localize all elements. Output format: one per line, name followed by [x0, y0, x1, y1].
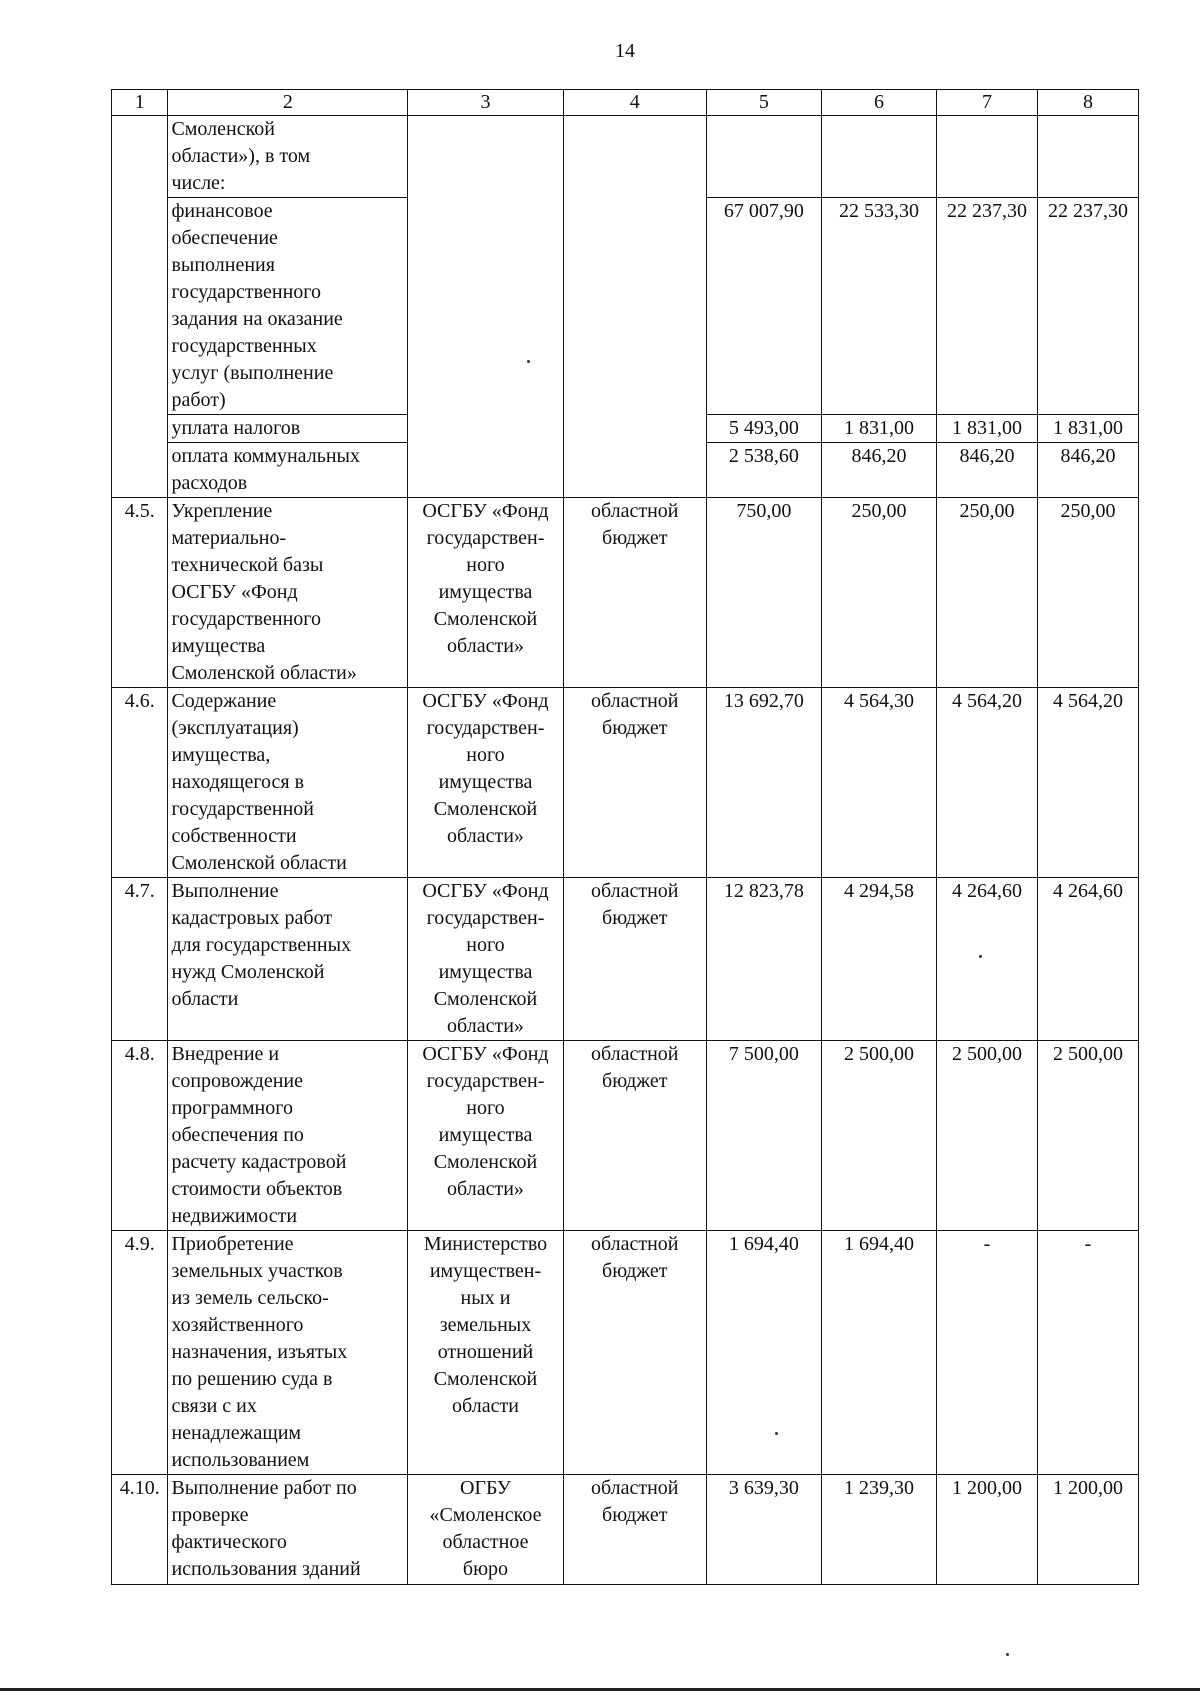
activity-name: Укрепление материально- технической базы ОСГБУ «Фонд государственного имущества Смоленской области»	[168, 498, 408, 688]
funding-source: областной бюджет	[563, 498, 706, 688]
value-total: 3 639,30	[706, 1475, 821, 1585]
executor: ОСГБУ «Фонд государствен- ного имущества Смоленской области»	[408, 878, 563, 1041]
page-bottom-edge	[0, 1688, 1200, 1691]
activity-index: 4.8.	[112, 1041, 168, 1231]
value-year-1: 2 500,00	[821, 1041, 936, 1231]
funding-source: областной бюджет	[563, 878, 706, 1041]
activity-name: Выполнение кадастровых работ для государственных нужд Смоленской области	[168, 878, 408, 1041]
table-row	[112, 1475, 1139, 1585]
funding-source: областной бюджет	[563, 1475, 706, 1585]
table-row	[112, 688, 1139, 878]
activity-name: Смоленской области»), в том числе:	[168, 116, 408, 198]
scan-speck	[775, 1432, 778, 1435]
activity-index: 4.7.	[112, 878, 168, 1041]
value-year-3: 1 831,00	[1037, 415, 1138, 443]
value-total: 750,00	[706, 498, 821, 688]
col-header-5: 5	[706, 90, 821, 116]
col-header-2: 2	[168, 90, 408, 116]
executor: ОСГБУ «Фонд государствен- ного имущества Смоленской области»	[408, 498, 563, 688]
table-row	[112, 116, 1139, 198]
index-cell	[112, 116, 168, 498]
value-total: 7 500,00	[706, 1041, 821, 1231]
col-header-3: 3	[408, 90, 563, 116]
activity-name: Выполнение работ по проверке фактического использования зданий	[168, 1475, 408, 1585]
value-year-2: -	[937, 1231, 1038, 1475]
funding-source: областной бюджет	[563, 1231, 706, 1475]
executor: ОСГБУ «Фонд государствен- ного имущества Смоленской области»	[408, 1041, 563, 1231]
value-year-2: 22 237,30	[937, 198, 1038, 415]
source-cell	[563, 116, 706, 498]
value-total: 5 493,00	[706, 415, 821, 443]
activity-index: 4.10.	[112, 1475, 168, 1585]
value-cell	[937, 116, 1038, 198]
activity-index: 4.5.	[112, 498, 168, 688]
scan-speck	[979, 955, 982, 958]
value-total: 67 007,90	[706, 198, 821, 415]
value-cell	[706, 116, 821, 198]
value-year-3: -	[1037, 1231, 1138, 1475]
value-year-1: 22 533,30	[821, 198, 936, 415]
activity-name: уплата налогов	[168, 415, 408, 443]
activity-name: Приобретение земельных участков из земель сельско- хозяйственного назначения, изъятых по решению суда в связи с их ненадлежащим использованием	[168, 1231, 408, 1475]
column-number-row	[112, 90, 1139, 116]
funding-source: областной бюджет	[563, 1041, 706, 1231]
activity-name: финансовое обеспечение выполнения государственного задания на оказание государственных услуг (выполнение работ)	[168, 198, 408, 415]
value-year-1: 4 294,58	[821, 878, 936, 1041]
value-cell	[1037, 116, 1138, 198]
table-row	[112, 498, 1139, 688]
value-cell	[821, 116, 936, 198]
value-year-1: 1 831,00	[821, 415, 936, 443]
value-year-2: 2 500,00	[937, 1041, 1038, 1231]
activity-index: 4.9.	[112, 1231, 168, 1475]
value-total: 1 694,40	[706, 1231, 821, 1475]
value-year-2: 1 200,00	[937, 1475, 1038, 1585]
value-year-1: 846,20	[821, 443, 936, 498]
value-year-3: 4 264,60	[1037, 878, 1138, 1041]
value-year-3: 2 500,00	[1037, 1041, 1138, 1231]
executor: Министерство имуществен- ных и земельных отношений Смоленской области	[408, 1231, 563, 1475]
scan-speck	[527, 360, 530, 363]
page-number: 14	[615, 40, 635, 62]
value-year-2: 4 564,20	[937, 688, 1038, 878]
col-header-4: 4	[563, 90, 706, 116]
value-year-3: 1 200,00	[1037, 1475, 1138, 1585]
value-year-2: 1 831,00	[937, 415, 1038, 443]
value-year-1: 250,00	[821, 498, 936, 688]
value-total: 13 692,70	[706, 688, 821, 878]
executor-cell	[408, 116, 563, 498]
activity-name: оплата коммунальных расходов	[168, 443, 408, 498]
funding-source: областной бюджет	[563, 688, 706, 878]
table-row	[112, 1231, 1139, 1475]
value-year-3: 4 564,20	[1037, 688, 1138, 878]
value-year-2: 4 264,60	[937, 878, 1038, 1041]
value-year-3: 22 237,30	[1037, 198, 1138, 415]
value-year-3: 250,00	[1037, 498, 1138, 688]
scan-speck	[1006, 1653, 1009, 1656]
value-year-1: 4 564,30	[821, 688, 936, 878]
executor: ОСГБУ «Фонд государствен- ного имущества Смоленской области»	[408, 688, 563, 878]
value-total: 12 823,78	[706, 878, 821, 1041]
executor: ОГБУ «Смоленское областное бюро	[408, 1475, 563, 1585]
value-total: 2 538,60	[706, 443, 821, 498]
col-header-7: 7	[937, 90, 1038, 116]
col-header-8: 8	[1037, 90, 1138, 116]
activity-name: Содержание (эксплуатация) имущества, находящегося в государственной собственности Смоленской области	[168, 688, 408, 878]
value-year-3: 846,20	[1037, 443, 1138, 498]
activity-name: Внедрение и сопровождение программного обеспечения по расчету кадастровой стоимости объектов недвижимости	[168, 1041, 408, 1231]
table-row	[112, 1041, 1139, 1231]
col-header-1: 1	[112, 90, 168, 116]
program-activities-table	[111, 89, 1139, 1585]
value-year-2: 846,20	[937, 443, 1038, 498]
activity-index: 4.6.	[112, 688, 168, 878]
table-row	[112, 878, 1139, 1041]
col-header-6: 6	[821, 90, 936, 116]
value-year-1: 1 694,40	[821, 1231, 936, 1475]
value-year-2: 250,00	[937, 498, 1038, 688]
value-year-1: 1 239,30	[821, 1475, 936, 1585]
